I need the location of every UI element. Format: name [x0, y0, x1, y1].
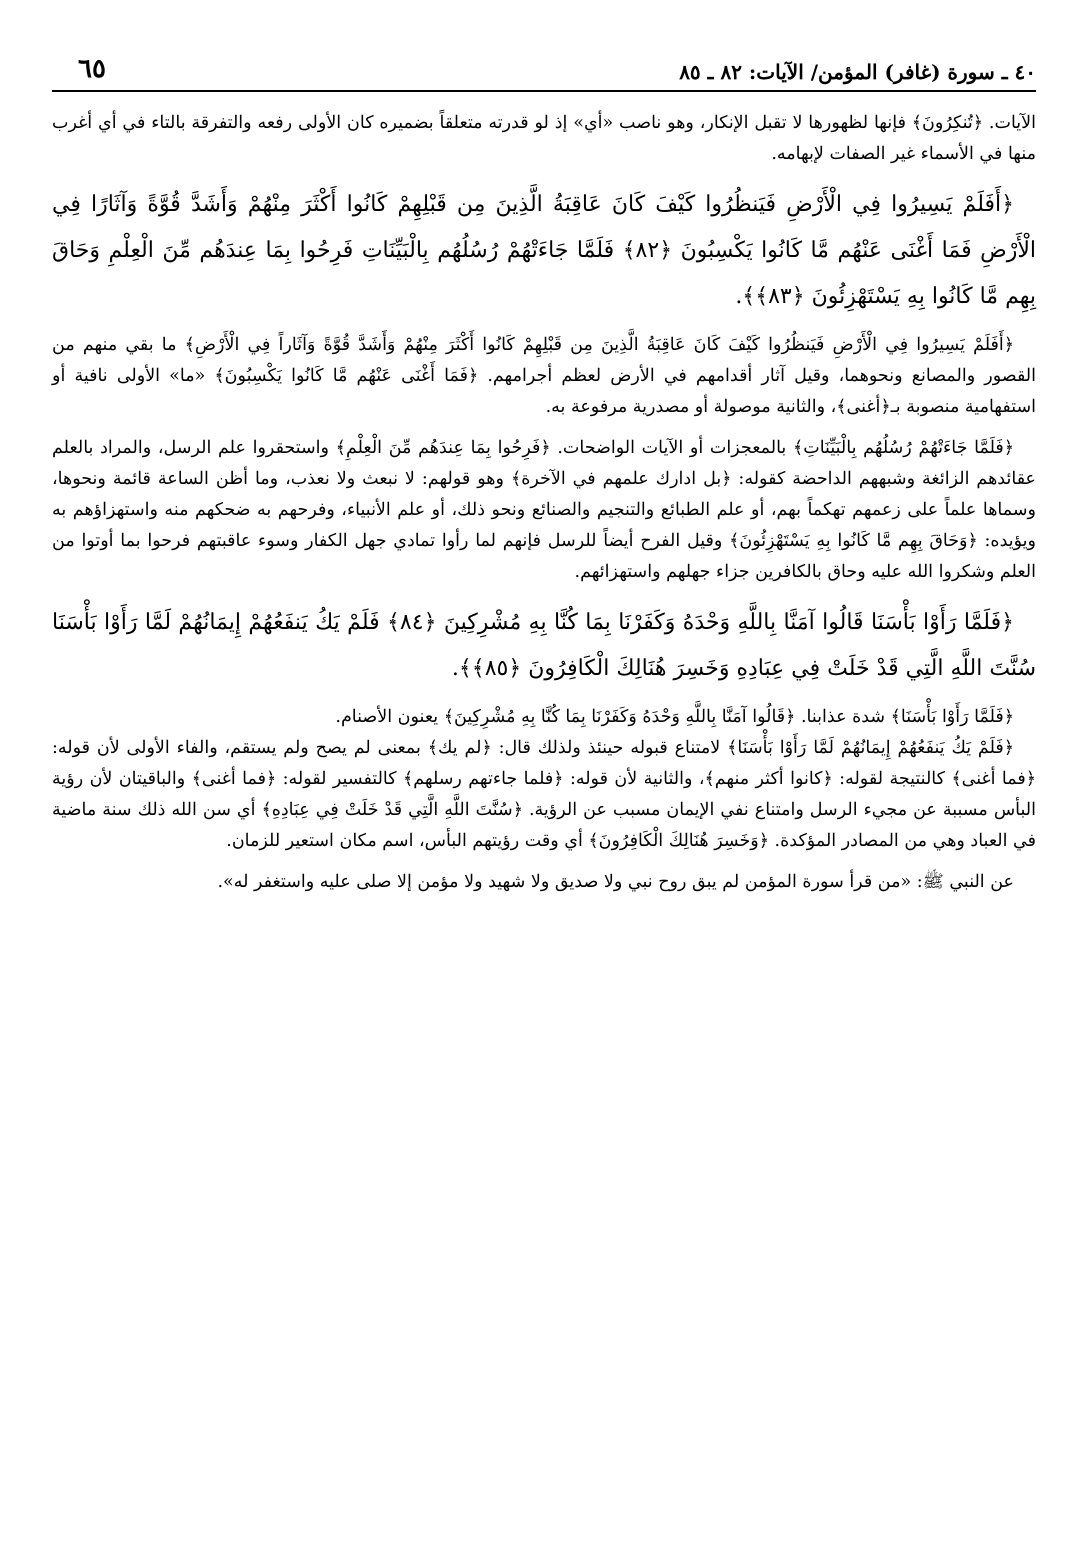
commentary-paragraph-1: الآيات. ﴿تُنكِرُونَ﴾ فإنها لظهورها لا تقبل الإنكار، وهو ناصب «أي» إذ لو قدرته متعلقاً بضميره كان الأولى رفعه والتفرقة بالتاء في أي أغرب منها في الأسماء غير الصفات لإبهامه.	[52, 113, 1036, 164]
commentary-paragraph-2: ﴿أَفَلَمْ يَسِيرُوا فِي الْأَرْضِ فَيَنظُرُوا كَيْفَ كَانَ عَاقِبَةُ الَّذِينَ مِن قَبْلِهِمْ كَانُوا أَكْثَرَ مِنْهُمْ وَأَشَدَّ قُوَّةً وَآثَاراً فِي الْأَرْضِ﴾ ما بقي منهم من القصور والمصانع ونحوهما، وقيل آثار أقدامهم في الأرض لعظم أجرامهم. ﴿فَمَا أَغْنَى عَنْهُم مَّا كَانُوا يَكْسِبُونَ﴾ «ما» الأولى نافية أو استفهامية منصوبة بـ﴿أغنى﴾، والثانية موصولة أو مصدرية مرفوعة به.	[52, 335, 1036, 417]
quran-verse-block-1: ﴿أَفَلَمْ يَسِيرُوا فِي الْأَرْضِ فَيَنظُرُوا كَيْفَ كَانَ عَاقِبَةُ الَّذِينَ مِن قَبْلِهِمْ كَانُوا أَكْثَرَ مِنْهُمْ وَأَشَدَّ قُوَّةً وَآثَارًا فِي الْأَرْضِ فَمَا أَغْنَى عَنْهُم مَّا كَانُوا يَكْسِبُونَ ﴿٨٢﴾ فَلَمَّا جَاءَتْهُمْ رُسُلُهُم بِالْبَيِّنَاتِ فَرِحُوا بِمَا عِندَهُم مِّنَ الْعِلْمِ وَحَاقَ بِهِم مَّا كَانُوا بِهِ يَسْتَهْزِئُونَ ﴿٨٣﴾﴾.	[52, 192, 1036, 309]
running-title: ٤٠ ـ سورة (غافر) المؤمن/ الآيات: ٨٢ ـ ٨٥	[679, 60, 1036, 84]
commentary-paragraph-4: ﴿فَلَمَّا رَأَوْا بَأْسَنَا﴾ شدة عذابنا. ﴿قَالُوا آمَنَّا بِاللَّهِ وَحْدَهُ وَكَفَرْنَا بِمَا كُنَّا بِهِ مُشْرِكِينَ﴾ يعنون الأصنام.	[335, 707, 1014, 727]
page-body	[52, 108, 1036, 898]
document-page	[52, 52, 1036, 898]
hadith-paragraph: عن النبي ﷺ: «من قرأ سورة المؤمن لم يبق روح نبي ولا صديق ولا شهيد ولا مؤمن إلا صلى عليه واستغفر له».	[217, 872, 1014, 892]
page-number: ٦٥	[78, 54, 106, 84]
commentary-paragraph-5: ﴿فَلَمْ يَكُ يَنفَعُهُمْ إِيمَانُهُمْ لَمَّا رَأَوْا بَأْسَنَا﴾ لامتناع قبوله حينئذ ولذلك قال: ﴿لم يك﴾ بمعنى لم يصح ولم يستقم، والفاء الأولى لأن قوله: ﴿فما أغنى﴾ كالنتيجة لقوله: ﴿كانوا أكثر منهم﴾، والثانية لأن قوله: ﴿فلما جاءتهم رسلهم﴾ كالتفسير لقوله: ﴿فما أغنى﴾ والباقيتان لأن رؤية البأس مسببة عن مجيء الرسل وامتناع نفي الإيمان مسبب عن الرؤية. ﴿سُنَّتَ اللَّهِ الَّتِي قَدْ خَلَتْ فِي عِبَادِهِ﴾ أي سن الله ذلك سنة ماضية في العباد وهي من المصادر المؤكدة. ﴿وَخَسِرَ هُنَالِكَ الْكَافِرُونَ﴾ أي وقت رؤيتهم البأس، اسم مكان استعير للزمان.	[52, 738, 1036, 851]
quran-verse-block-2: ﴿فَلَمَّا رَأَوْا بَأْسَنَا قَالُوا آمَنَّا بِاللَّهِ وَحْدَهُ وَكَفَرْنَا بِمَا كُنَّا بِهِ مُشْرِكِينَ ﴿٨٤﴾ فَلَمْ يَكُ يَنفَعُهُمْ إِيمَانُهُمْ لَمَّا رَأَوْا بَأْسَنَا سُنَّتَ اللَّهِ الَّتِي قَدْ خَلَتْ فِي عِبَادِهِ وَخَسِرَ هُنَالِكَ الْكَافِرُونَ ﴿٨٥﴾﴾.	[52, 610, 1036, 681]
commentary-paragraph-3: ﴿فَلَمَّا جَاءَتْهُمْ رُسُلُهُم بِالْبَيِّنَاتِ﴾ بالمعجزات أو الآيات الواضحات. ﴿فَرِحُوا بِمَا عِندَهُم مِّنَ الْعِلْمِ﴾ واستحقروا علم الرسل، والمراد بالعلم عقائدهم الزائغة وشبههم الداحضة كقوله: ﴿بل ادارك علمهم في الآخرة﴾ وهو قولهم: لا نبعث ولا نعذب، وما أظن الساعة قائمة ونحوها، وسماها علماً على زعمهم تهكماً بهم، أو علم الطبائع والتنجيم والصنائع ونحو ذلك، أو علم الأنبياء، وفرحهم به ضحكهم منه واستهزاؤهم به ويؤيده: ﴿وَحَاقَ بِهِم مَّا كَانُوا بِهِ يَسْتَهْزِئُونَ﴾ وقيل الفرح أيضاً للرسل فإنهم لما رأوا تمادي جهل الكفار وسوء عاقبتهم فرحوا بما أوتوا من العلم وشكروا الله عليه وحاق بالكافرين جزاء جهلهم واستهزائهم.	[52, 438, 1036, 582]
page-header	[52, 52, 1036, 92]
